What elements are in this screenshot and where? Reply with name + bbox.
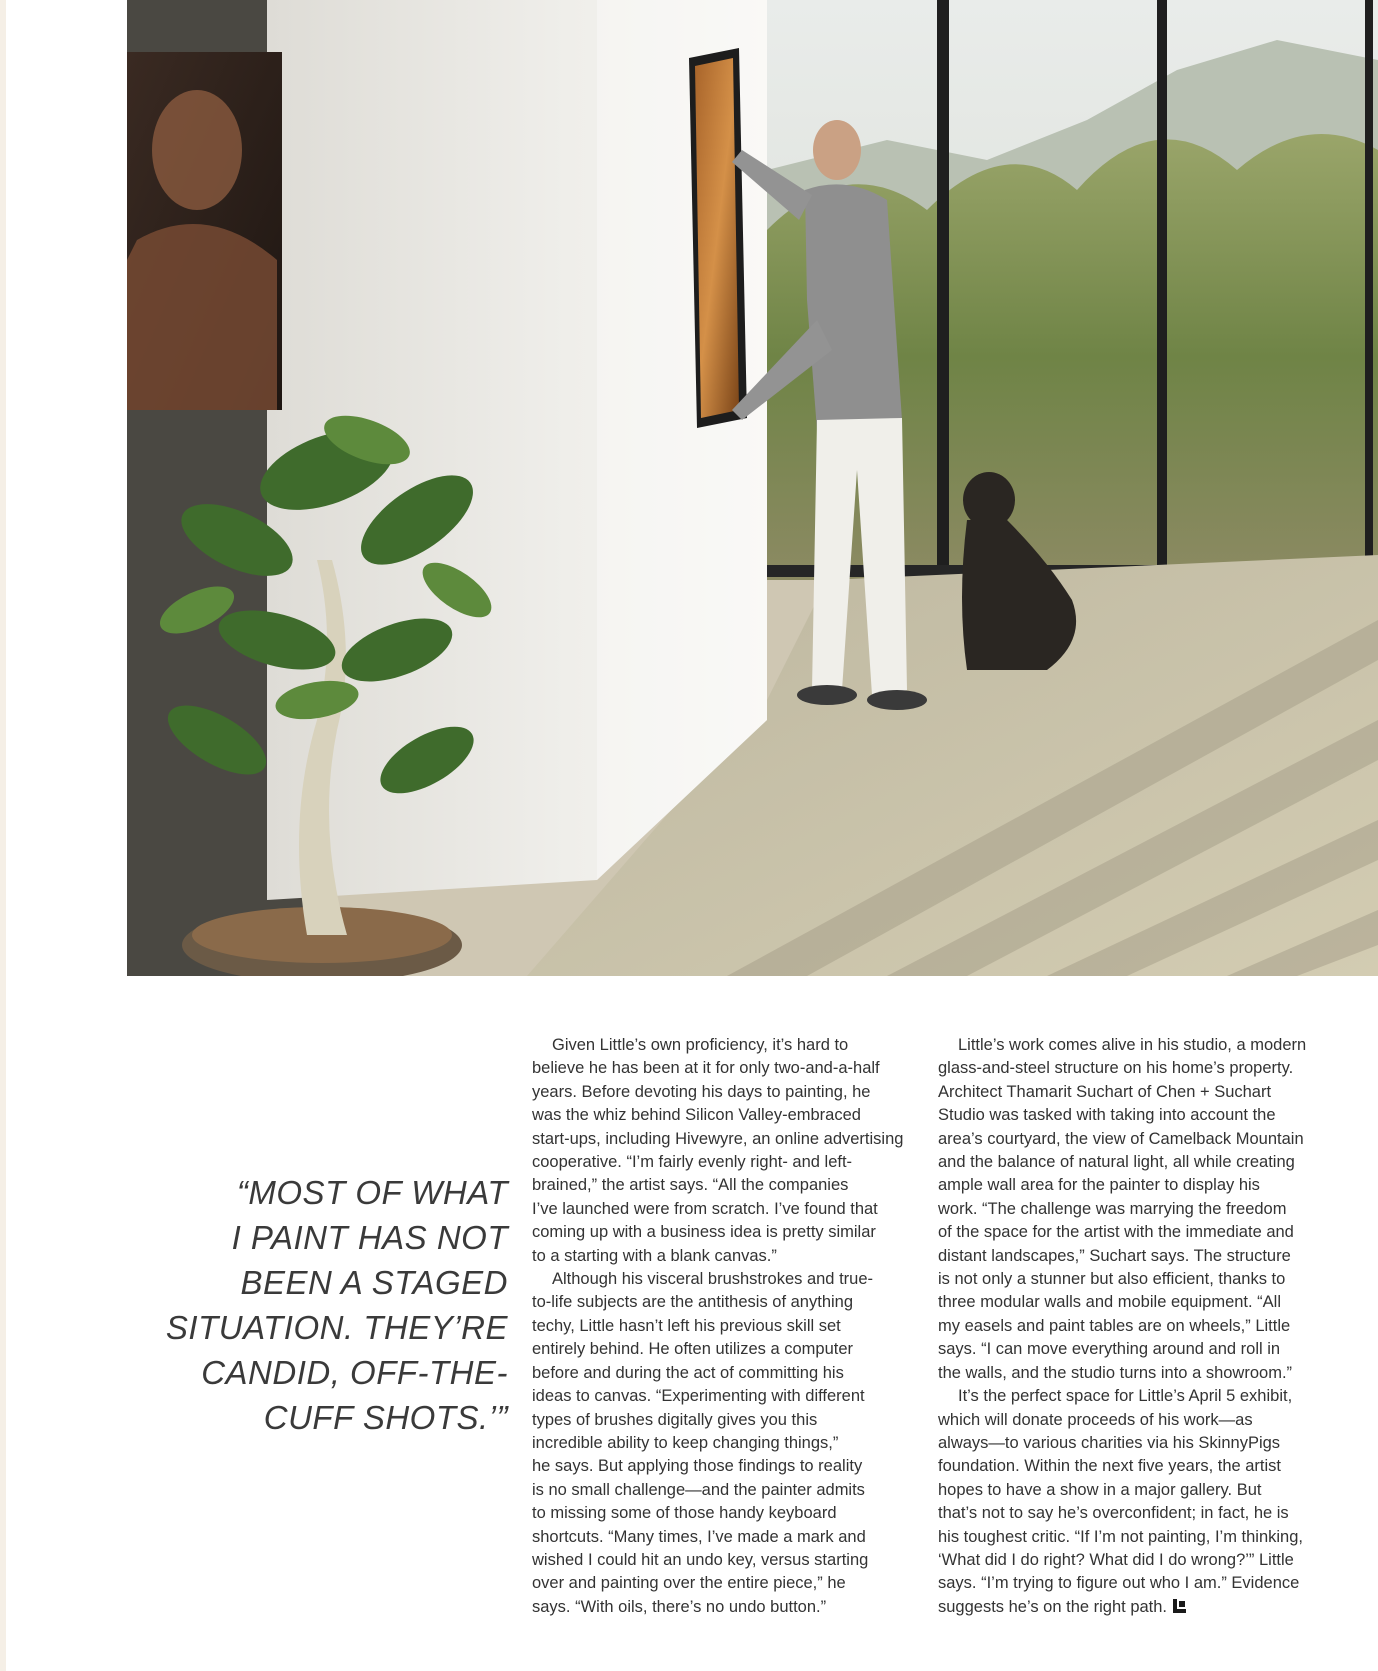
- article-column-2: [938, 1034, 1318, 1619]
- body-text-line: over and painting over the entire piece,” he: [532, 1574, 846, 1593]
- body-text-line: types of brushes digitally gives you this: [532, 1410, 818, 1429]
- page-edge-strip: [0, 0, 6, 1671]
- body-text-line: coming up with a business idea is pretty similar: [532, 1223, 876, 1242]
- body-text-line: ‘What did I do right? What did I do wrong?’” Little: [938, 1550, 1294, 1569]
- body-text-line: three modular walls and mobile equipment. “All: [938, 1293, 1282, 1312]
- body-text-line: says. “With oils, there’s no undo button.”: [532, 1597, 827, 1616]
- body-text-line: Although his visceral brushstrokes and true-: [552, 1270, 873, 1289]
- body-text-line: always—to various charities via his SkinnyPigs: [938, 1433, 1281, 1452]
- body-text-line: Studio was tasked with taking into account the: [938, 1106, 1276, 1125]
- body-text-line: the walls, and the studio turns into a showroom.”: [938, 1363, 1293, 1382]
- body-text-line: work. “The challenge was marrying the freedom: [938, 1199, 1287, 1218]
- body-text-line: wished I could hit an undo key, versus starting: [532, 1550, 869, 1569]
- body-text-line: incredible ability to keep changing things,”: [532, 1433, 839, 1452]
- body-text-line: that’s not to say he’s overconfident; in fact, he is: [938, 1504, 1289, 1523]
- body-text-line: before and during the act of committing his: [532, 1363, 844, 1382]
- body-text-line: is no small challenge—and the painter admits: [532, 1480, 865, 1499]
- body-text-line: was the whiz behind Silicon Valley-embraced: [532, 1106, 861, 1125]
- body-text-line: Little’s work comes alive in his studio, a modern: [958, 1036, 1307, 1054]
- body-text-line: my easels and paint tables are on wheels,” Little: [938, 1316, 1291, 1335]
- body-text-line: start-ups, including Hivewyre, an online advertising: [532, 1129, 904, 1148]
- body-text-line: cooperative. “I’m fairly evenly right- and left-: [532, 1153, 853, 1172]
- body-text-line: area’s courtyard, the view of Camelback Mountain: [938, 1129, 1304, 1148]
- body-text-line: says. “I’m trying to figure out who I am.” Evidence: [938, 1574, 1300, 1593]
- body-text-last: suggests he’s on the right path.: [938, 1597, 1168, 1616]
- body-text-line: foundation. Within the next five years, the artist: [938, 1457, 1282, 1476]
- body-text-line: brained,” the artist says. “All the companies: [532, 1176, 849, 1195]
- body-text-line: ideas to canvas. “Experimenting with different: [532, 1387, 865, 1406]
- body-text-line: shortcuts. “Many times, I’ve made a mark and: [532, 1527, 866, 1546]
- body-text-line: his toughest critic. “If I’m not painting, I’m thinking,: [938, 1527, 1303, 1546]
- body-text-line: I’ve launched were from scratch. I’ve found that: [532, 1199, 878, 1218]
- body-text-line: says. “I can move everything around and roll in: [938, 1340, 1281, 1359]
- body-text-line: ample wall area for the painter to display his: [938, 1176, 1260, 1195]
- pull-quote-line: CANDID, OFF-THE-: [201, 1354, 508, 1391]
- body-text-line: [938, 1596, 1318, 1619]
- end-of-article-icon: [1173, 1599, 1186, 1613]
- body-text-line: techy, Little hasn’t left his previous skill set: [532, 1316, 841, 1335]
- body-text-line: It’s the perfect space for Little’s April 5 exhibit,: [958, 1387, 1293, 1406]
- body-text-line: and the balance of natural light, all while creating: [938, 1153, 1295, 1172]
- body-text-line: which will donate proceeds of his work—as: [938, 1410, 1253, 1429]
- body-text-line: of the space for the artist with the immediate and: [938, 1223, 1294, 1242]
- body-text-line: Given Little’s own proficiency, it’s hard to: [552, 1036, 849, 1054]
- body-text-line: believe he has been at it for only two-and-a-half: [532, 1059, 880, 1078]
- body-text-line: Architect Thamarit Suchart of Chen + Suchart: [938, 1082, 1272, 1101]
- body-text-line: he says. But applying those findings to reality: [532, 1457, 863, 1476]
- body-text-line: years. Before devoting his days to painting, he: [532, 1082, 871, 1101]
- body-text-line: hopes to have a show in a major gallery. But: [938, 1480, 1262, 1499]
- body-text-line: to a starting with a blank canvas.”: [532, 1246, 777, 1265]
- pull-quote-line: SITUATION. THEY’RE: [165, 1309, 508, 1346]
- body-text-line: entirely behind. He often utilizes a computer: [532, 1340, 854, 1359]
- pull-quote: [160, 1170, 508, 1440]
- body-text-line: is not only a stunner but also efficient, thanks to: [938, 1270, 1286, 1289]
- pull-quote-line: CUFF SHOTS.’”: [263, 1399, 508, 1436]
- pull-quote-line: I PAINT HAS NOT: [231, 1219, 508, 1256]
- body-text-line: distant landscapes,” Suchart says. The structure: [938, 1246, 1291, 1265]
- pull-quote-line: BEEN A STAGED: [240, 1264, 508, 1301]
- body-text-line: to missing some of those handy keyboard: [532, 1504, 837, 1523]
- body-text-line: glass-and-steel structure on his home’s property.: [938, 1059, 1294, 1078]
- body-text-line: to-life subjects are the antithesis of anything: [532, 1293, 854, 1312]
- pull-quote-line: “MOST OF WHAT: [236, 1174, 508, 1211]
- studio-photo: [127, 0, 1378, 976]
- article-column-1: [532, 1034, 912, 1619]
